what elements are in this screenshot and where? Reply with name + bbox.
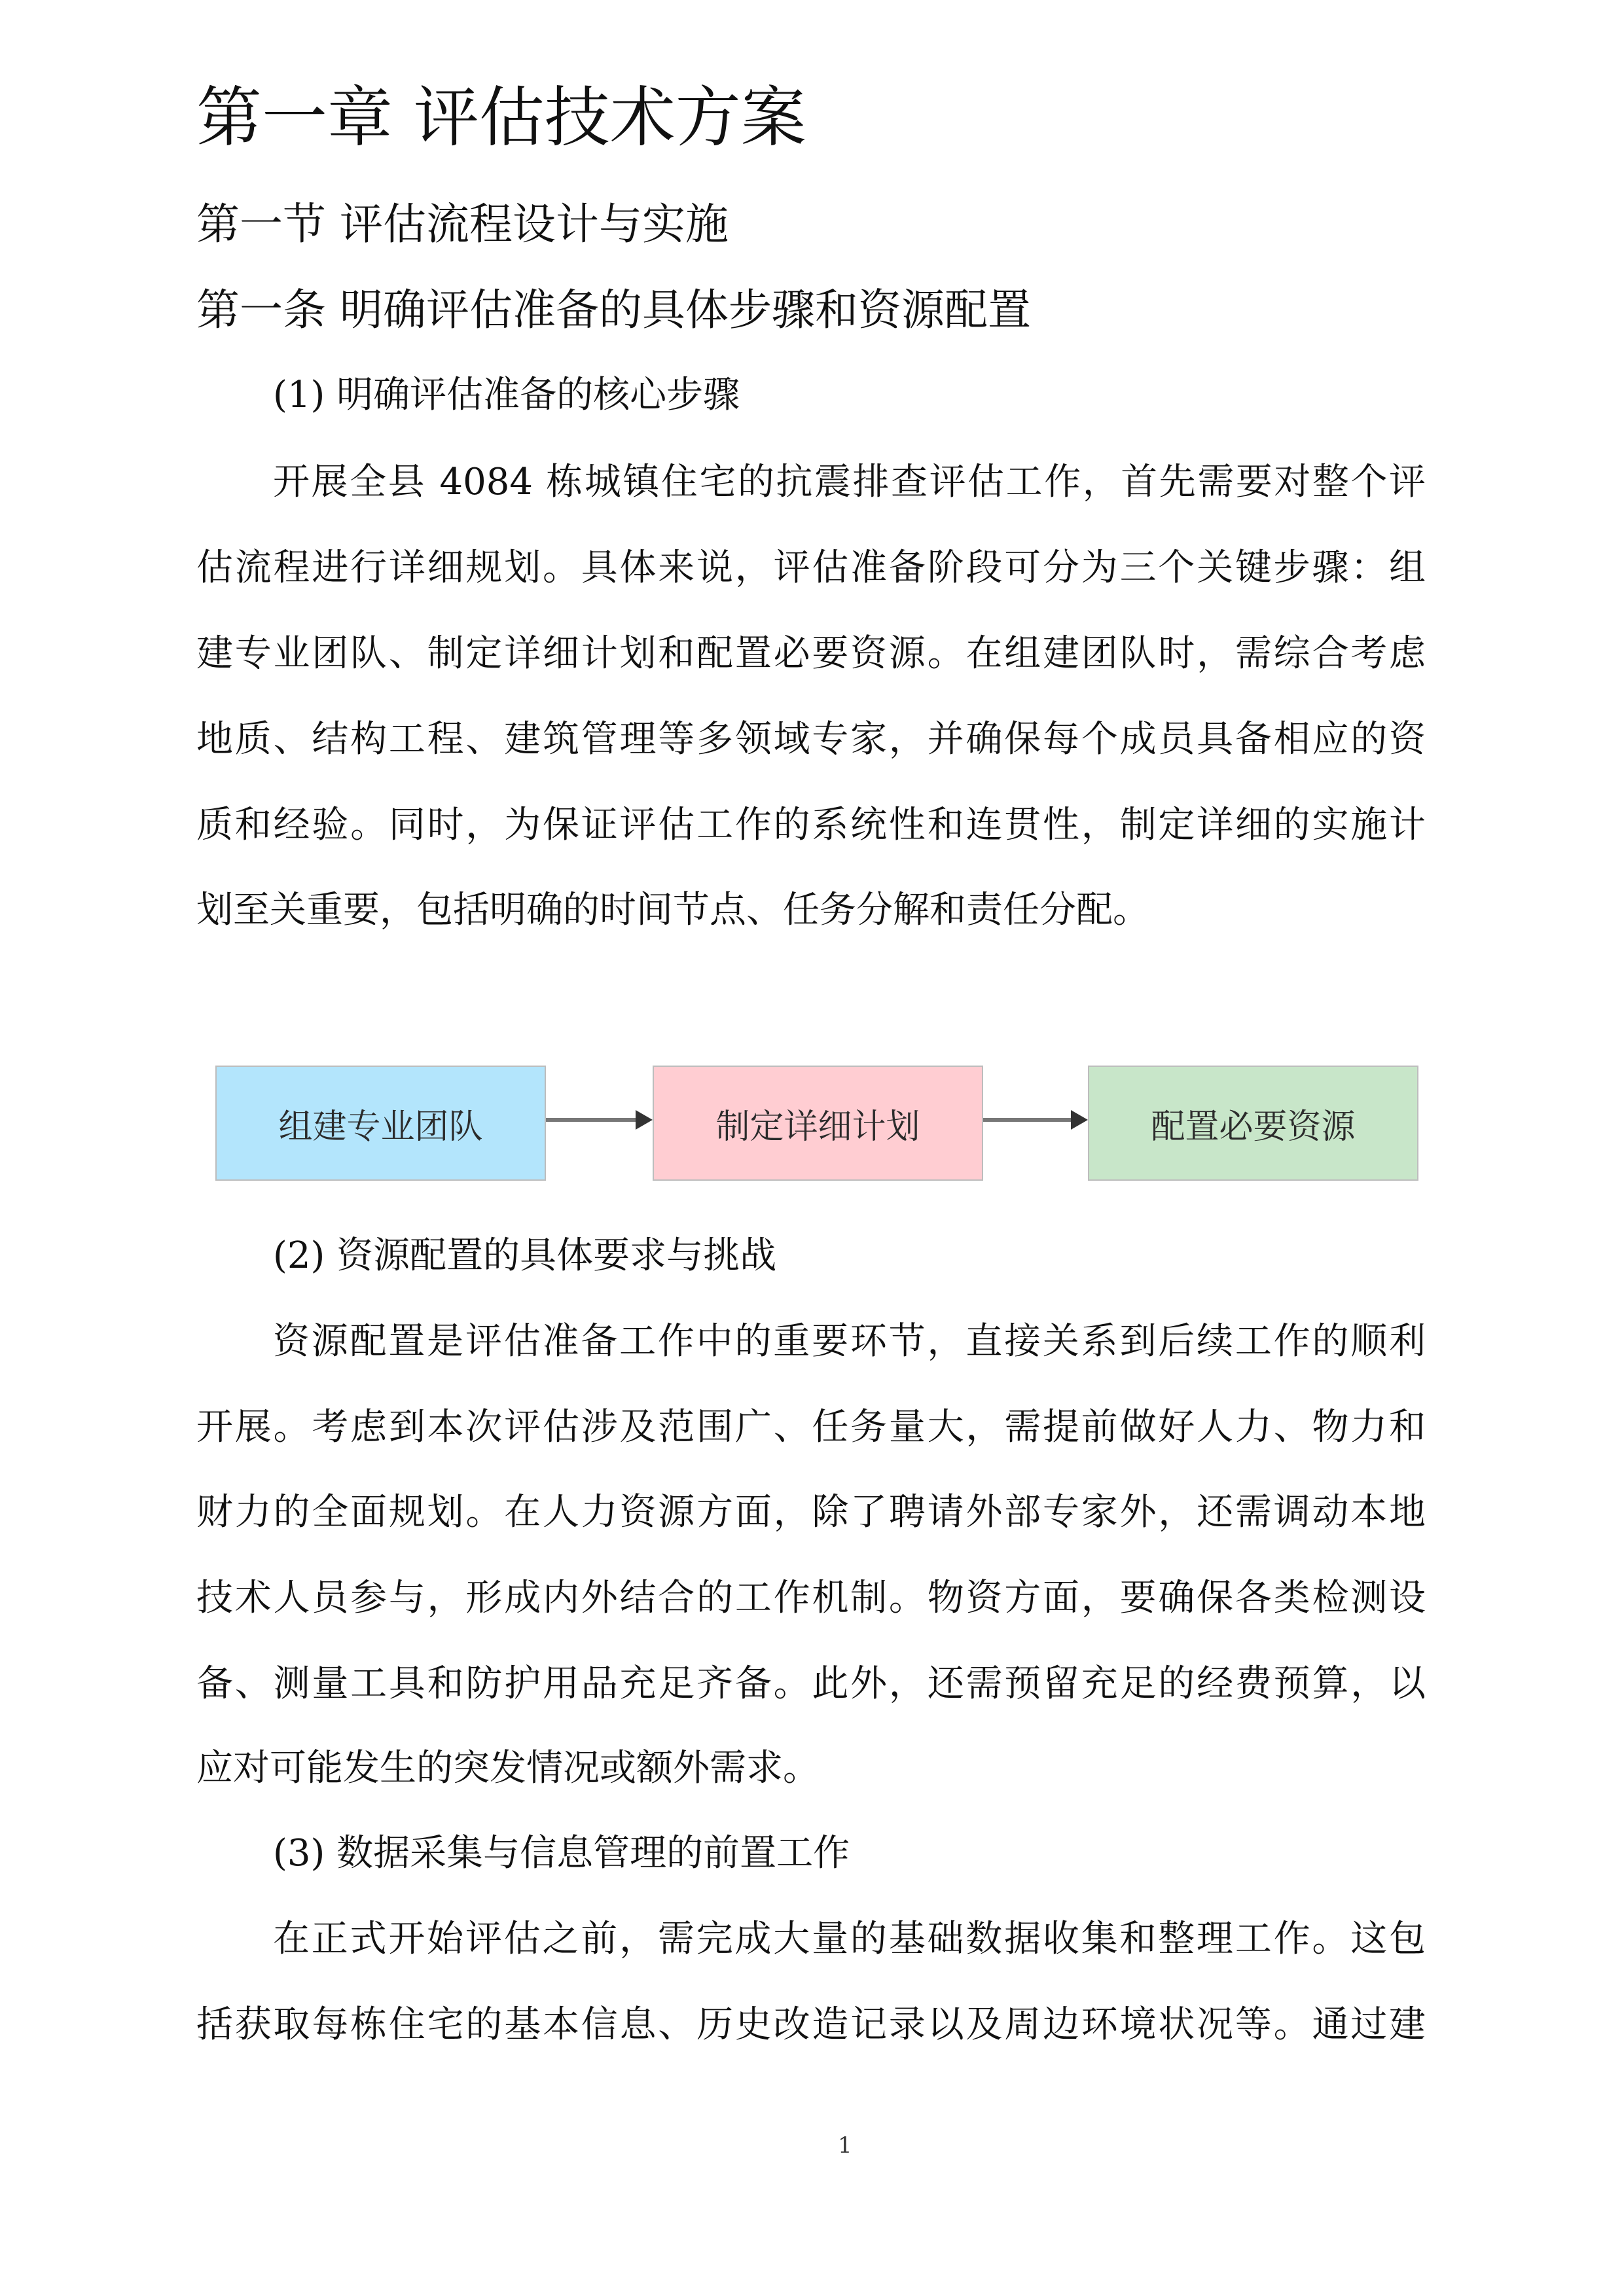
paragraph-line: 开展。考虑到本次评估涉及范围广、任务量大，需提前做好人力、物力和 — [196, 1406, 1426, 1448]
flow-step-label: 组建专业团队 — [278, 1107, 483, 1147]
paragraph-line: 划至关重要，包括明确的时间节点、任务分解和责任分配。 — [196, 889, 1149, 931]
section-title: 第一节 评估流程设计与实施 — [196, 199, 729, 249]
paragraph-line: 在正式开始评估之前，需完成大量的基础数据收集和整理工作。这包 — [273, 1918, 1426, 1960]
paragraph-line: 建专业团队、制定详细计划和配置必要资源。在组建团队时，需综合考虑 — [196, 632, 1426, 675]
page-number: 1 — [838, 2132, 852, 2159]
paragraph-line: 括获取每栋住宅的基本信息、历史改造记录以及周边环境状况等。通过建 — [196, 2003, 1426, 2046]
arrow-head-icon — [1071, 1110, 1088, 1130]
flow-step-allocate-resources — [1088, 1066, 1418, 1181]
paragraph-line: 地质、结构工程、建筑管理等多领域专家，并确保每个成员具备相应的资 — [196, 718, 1426, 761]
paragraph-line: 备、测量工具和防护用品充足齐备。此外，还需预留充足的经费预算，以 — [196, 1662, 1426, 1705]
flow-step-label: 制定详细计划 — [715, 1107, 920, 1147]
flow-arrow — [983, 1118, 1072, 1122]
subsection-heading: (2) 资源配置的具体要求与挑战 — [273, 1234, 777, 1277]
flow-step-make-plan — [653, 1066, 983, 1181]
subsection-heading: (1) 明确评估准备的核心步骤 — [273, 374, 740, 416]
flow-step-build-team — [215, 1066, 546, 1181]
paragraph-line: 财力的全面规划。在人力资源方面，除了聘请外部专家外，还需调动本地 — [196, 1491, 1426, 1534]
paragraph-line: 技术人员参与，形成内外结合的工作机制。物资方面，要确保各类检测设 — [196, 1577, 1426, 1619]
arrow-head-icon — [636, 1110, 653, 1130]
flow-arrow — [546, 1118, 638, 1122]
article-title: 第一条 明确评估准备的具体步骤和资源配置 — [196, 285, 1031, 335]
paragraph-line: 应对可能发生的突发情况或额外需求。 — [196, 1747, 820, 1789]
paragraph-line: 估流程进行详细规划。具体来说，评估准备阶段可分为三个关键步骤：组 — [196, 547, 1426, 589]
chapter-title: 第一章 评估技术方案 — [196, 79, 806, 156]
paragraph-line: 开展全县 4084 栋城镇住宅的抗震排查评估工作，首先需要对整个评 — [273, 461, 1426, 503]
paragraph-line: 质和经验。同时，为保证评估工作的系统性和连贯性，制定详细的实施计 — [196, 804, 1426, 846]
paragraph-line: 资源配置是评估准备工作中的重要环节，直接关系到后续工作的顺利 — [273, 1320, 1426, 1363]
subsection-heading: (3) 数据采集与信息管理的前置工作 — [273, 1832, 850, 1874]
flow-step-label: 配置必要资源 — [1151, 1107, 1356, 1147]
